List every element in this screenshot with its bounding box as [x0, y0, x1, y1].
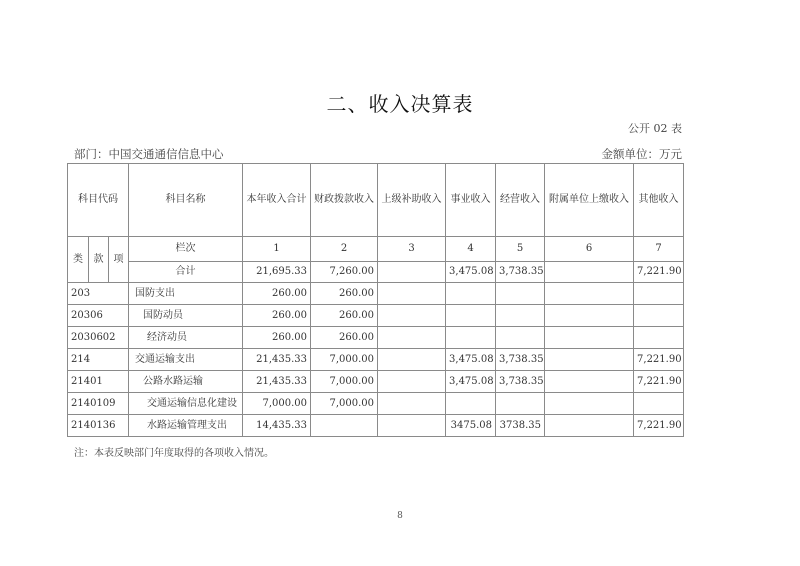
amount-cell — [496, 327, 545, 349]
header-affiliated: 附属单位上缴收入 — [545, 164, 634, 237]
page-number: 8 — [397, 511, 403, 521]
column-number: 1 — [243, 237, 311, 262]
column-number: 4 — [446, 237, 496, 262]
amount-cell: 3,738.35 — [496, 371, 545, 393]
total-cell: 7,260.00 — [311, 262, 378, 283]
amount-cell — [378, 305, 446, 327]
table-row — [68, 283, 684, 305]
amount-cell: 260.00 — [311, 327, 378, 349]
amount-cell — [634, 393, 684, 415]
column-number: 7 — [634, 237, 684, 262]
amount-cell: 3475.08 — [446, 415, 496, 437]
table-note: 注：本表反映部门年度取得的各项收入情况。 — [74, 448, 274, 459]
amount-cell — [545, 327, 634, 349]
amount-cell: 3738.35 — [496, 415, 545, 437]
subject-code: 21401 — [68, 371, 129, 393]
xiang-label: 项 — [109, 237, 129, 283]
header-subsidy: 上级补助收入 — [378, 164, 446, 237]
amount-cell: 14,435.33 — [243, 415, 311, 437]
subject-name: 交通运输信息化建设 — [129, 393, 243, 415]
header-fiscal: 财政拨款收入 — [311, 164, 378, 237]
amount-cell — [545, 371, 634, 393]
page-title: 二、收入决算表 — [326, 92, 474, 116]
header-other: 其他收入 — [634, 164, 684, 237]
subject-name: 国防动员 — [129, 305, 243, 327]
subject-code: 214 — [68, 349, 129, 371]
subject-name: 国防支出 — [129, 283, 243, 305]
total-cell: 3,475.08 — [446, 262, 496, 283]
subject-name: 水路运输管理支出 — [129, 415, 243, 437]
amount-cell — [446, 305, 496, 327]
header-name: 科目名称 — [129, 164, 243, 237]
amount-cell — [446, 327, 496, 349]
kuan-label: 款 — [89, 237, 109, 283]
amount-cell: 7,000.00 — [243, 393, 311, 415]
income-report-table — [67, 163, 684, 437]
amount-cell: 7,000.00 — [311, 371, 378, 393]
amount-cell — [545, 415, 634, 437]
department-label: 部门：中国交通通信信息中心 — [74, 147, 224, 161]
amount-cell: 7,000.00 — [311, 349, 378, 371]
amount-cell: 7,000.00 — [311, 393, 378, 415]
amount-cell: 260.00 — [311, 305, 378, 327]
header-row — [68, 164, 684, 237]
table-row — [68, 349, 684, 371]
lei-label: 类 — [68, 237, 89, 283]
total-cell: 7,221.90 — [634, 262, 684, 283]
amount-cell — [446, 283, 496, 305]
amount-cell — [378, 349, 446, 371]
amount-cell: 7,221.90 — [634, 371, 684, 393]
amount-unit-label: 金额单位：万元 — [601, 147, 682, 161]
total-cell: 3,738.35 — [496, 262, 545, 283]
amount-cell — [545, 349, 634, 371]
form-number: 公开 02 表 — [628, 122, 682, 135]
amount-cell: 260.00 — [311, 283, 378, 305]
amount-cell: 260.00 — [243, 283, 311, 305]
table-row — [68, 327, 684, 349]
subject-name: 公路水路运输 — [129, 371, 243, 393]
amount-cell: 260.00 — [243, 327, 311, 349]
column-number: 5 — [496, 237, 545, 262]
total-row — [68, 262, 684, 283]
amount-cell — [496, 283, 545, 305]
subject-code: 2140136 — [68, 415, 129, 437]
amount-cell — [378, 371, 446, 393]
total-cell: 21,695.33 — [243, 262, 311, 283]
amount-cell: 21,435.33 — [243, 371, 311, 393]
amount-cell: 3,738.35 — [496, 349, 545, 371]
table-row — [68, 415, 684, 437]
subject-code: 203 — [68, 283, 129, 305]
amount-cell — [545, 283, 634, 305]
amount-cell — [446, 393, 496, 415]
amount-cell — [496, 305, 545, 327]
table-row — [68, 393, 684, 415]
column-number: 2 — [311, 237, 378, 262]
amount-cell — [378, 393, 446, 415]
amount-cell — [378, 283, 446, 305]
total-cell — [378, 262, 446, 283]
amount-cell — [545, 305, 634, 327]
amount-cell: 21,435.33 — [243, 349, 311, 371]
amount-cell — [378, 415, 446, 437]
amount-cell — [634, 327, 684, 349]
amount-cell — [634, 283, 684, 305]
table-row — [68, 305, 684, 327]
total-label: 合计 — [129, 262, 243, 283]
subject-code: 2140109 — [68, 393, 129, 415]
subject-code: 20306 — [68, 305, 129, 327]
amount-cell — [496, 393, 545, 415]
amount-cell — [634, 305, 684, 327]
subject-code: 2030602 — [68, 327, 129, 349]
column-number: 6 — [545, 237, 634, 262]
amount-cell — [545, 393, 634, 415]
subject-name: 经济动员 — [129, 327, 243, 349]
header-total: 本年收入合计 — [243, 164, 311, 237]
amount-cell: 3,475.08 — [446, 349, 496, 371]
header-code: 科目代码 — [68, 164, 129, 237]
table-row — [68, 371, 684, 393]
amount-cell: 3,475.08 — [446, 371, 496, 393]
total-cell — [545, 262, 634, 283]
amount-cell: 260.00 — [243, 305, 311, 327]
column-number-row — [68, 237, 684, 262]
amount-cell — [311, 415, 378, 437]
amount-cell — [378, 327, 446, 349]
subject-name: 交通运输支出 — [129, 349, 243, 371]
column-number: 3 — [378, 237, 446, 262]
amount-cell: 7,221.90 — [634, 349, 684, 371]
header-operating: 经营收入 — [496, 164, 545, 237]
column-number-label: 栏次 — [129, 237, 243, 262]
header-business: 事业收入 — [446, 164, 496, 237]
amount-cell: 7,221.90 — [634, 415, 684, 437]
